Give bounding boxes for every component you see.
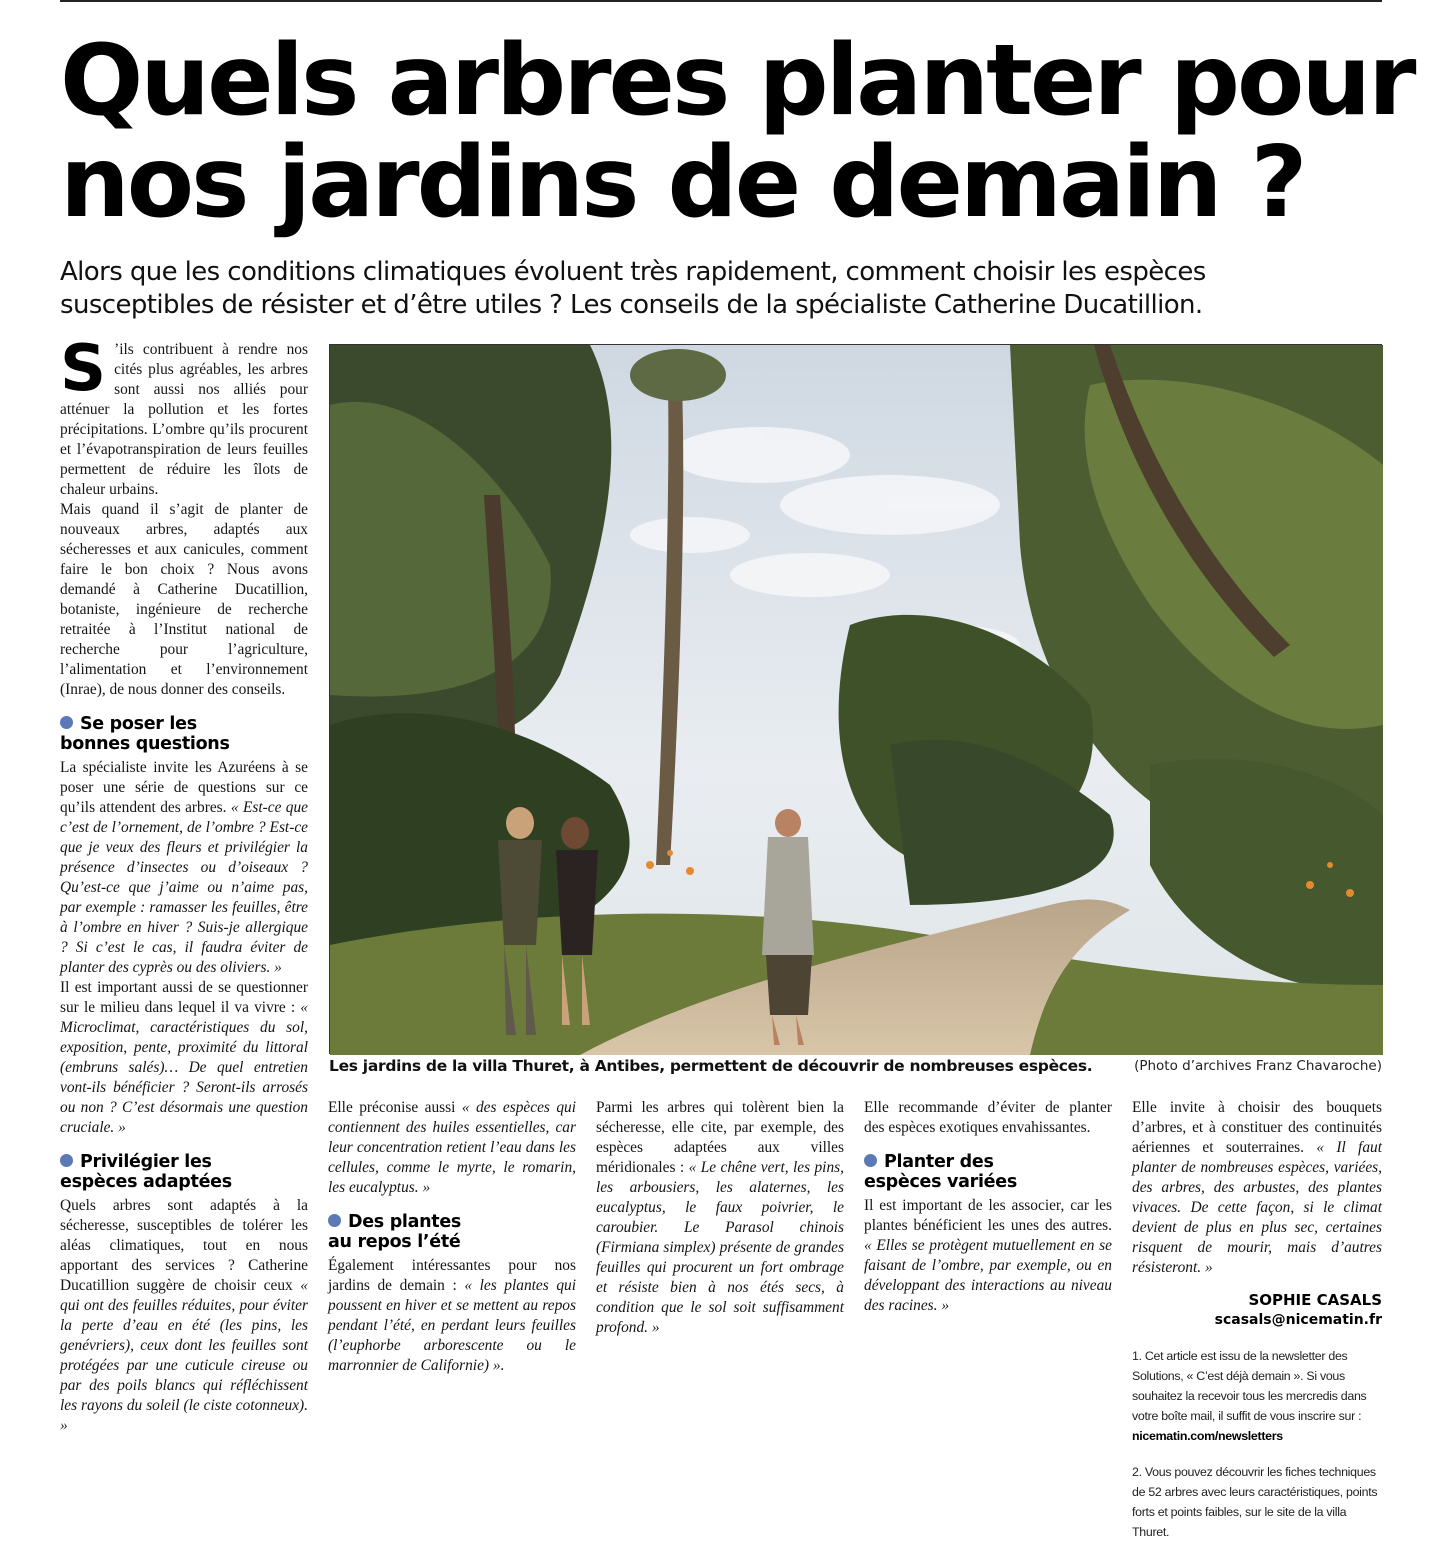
section4-paragraph-1: Il est important de les associer, car les plantes bénéficient les unes des autres. « Elles se protègent mutuellement en se faisant de l’ombre, par exemple, ou en développant des interactions au niveau des racines. » [864,1197,1112,1314]
photo-credit: (Photo d’archives Franz Chavaroche) [1134,1058,1382,1074]
section1-paragraph-1: La spécialiste invite les Azuréens à se poser une série de questions sur ce qu’ils attendent des arbres. « Est-ce que c’est de l’ornement, de l’ombre ? Est-ce que je veux des fleurs et privilégier la présence d’insectes ou d’oiseaux ? Qu’est-ce que j’aime ou n’aime pas, par exemple : ramasser les feuilles, être à l’ombre en hiver ? Suis-je allergique ? Si c’est le cas, il faudra éviter de planter des cyprès ou des oliviers. » [60,759,308,976]
bullet-icon [328,1214,341,1227]
footnote-1: 1. Cet article est issu de la newsletter des Solutions, « C’est déjà demain ». Si vous souhaitez la recevoir tous les mercredis dans votre boîte mail, il suffit de vous inscrire sur : nicematin.com/newsletters [1132,1349,1367,1443]
intro-paragraph-1: S ’ils contribuent à rendre nos cités plus agréables, les arbres sont aussi nos alliés pour atténuer la pollution et les fortes précipitations. L’ombre qu’ils procurent et l’évapotranspiration de leurs feuilles permettent de réduire les îlots de chaleur urbains. [60,332,308,498]
section3-paragraph-1: Également intéressantes pour nos jardins de demain : « les plantes qui poussent en hiver et se mettent au repos pendant l’été, en perdant leurs feuilles (l’euphorbe arborescente ou le marronnier de Californie) ». [328,1257,576,1374]
garden-illustration [330,345,1383,1055]
bullet-icon [60,716,73,729]
subhead-privilegier: Privilégier les espèces adaptées [60,1152,232,1192]
drop-cap: S [60,332,107,406]
headline-line-1: Quels arbres planter pour [60,24,1414,138]
garden-photo [329,344,1382,1054]
section1-paragraph-2: Il est important aussi de se questionner sur le milieu dans lequel il va vivre : « Microclimat, caractéristiques du sol, exposition, pente, proximité du littoral (embruns salés)… De quel entretien vont-ils bénéficier ? Seront-ils arrosés ou non ? C’est désormais une question cruciale. » [60,979,308,1136]
article-column-3 [596,1098,844,1448]
top-rule [60,0,1382,2]
subhead-des-plantes: Des plantes au repos l’été [328,1212,462,1252]
section2-paragraph-1: Quels arbres sont adaptés à la sécheresse, susceptibles de tolérer les aléas climatiques, tout en nous apportant des services ? Catherine Ducatillion suggère de choisir ceux « qui ont des feuilles réduites, pour éviter la perte d’eau en été (les pins, les genévriers), ceux dont les feuilles sont protégées par une cuticule cireuse ou par des poils blancs qui réfléchissent les rayons du soleil (le ciste cotonneux). » [60,1197,308,1434]
newsletter-link[interactable]: nicematin.com/newsletters [1132,1429,1283,1443]
standfirst [60,256,1390,322]
subhead-se-poser: Se poser les bonnes questions [60,714,230,754]
byline-author: SOPHIE CASALS [1248,1291,1382,1309]
article-column-4 [864,1098,1112,1448]
photo-caption: Les jardins de la villa Thuret, à Antibes, permettent de découvrir de nombreuses espèces. [329,1057,1093,1075]
article-column-2 [328,1098,576,1448]
standfirst-line-2: susceptibles de résister et d’être utiles ? Les conseils de la spécialiste Catherine Ducatillion. [60,290,1203,320]
bullet-icon [60,1154,73,1167]
byline-email[interactable]: scasals@nicematin.fr [1214,1312,1382,1328]
section3-paragraph-2: Parmi les arbres qui tolèrent bien la sécheresse, elle cite, par exemple, des espèces adaptées aux villes méridionales : « Le chêne vert, les pins, les arbousiers, les alaternes, les eucalyptus, le faux poivrier, le caroubier. Le Parasol chinois (Firmiana simplex) présente de grandes feuilles qui procurent un fort ombrage et résiste bien à nos étés secs, à condition que le sol soit suffisamment profond. » [596,1099,844,1336]
article-column-5 [1132,1098,1382,1539]
footnote-2: 2. Vous pouvez découvrir les fiches techniques de 52 arbres avec leurs caractéristiques, points forts et points faibles, sur le site de la villa Thuret. [1132,1465,1378,1539]
headline [60,24,1414,240]
headline-line-2: nos jardins de demain ? [60,126,1305,240]
bullet-icon [864,1154,877,1167]
section4-paragraph-2: Elle invite à choisir des bouquets d’arbres, et à constituer des continuités aériennes et souterraines. « Il faut planter de nombreuses espèces, variées, des arbres, des arbustes, des plantes vivaces. De cette façon, si le climat devient de plus en plus sec, certaines risquent de mourir, mais d’autres résisteront. » [1132,1099,1382,1276]
intro-paragraph-2: Mais quand il s’agit de planter de nouveaux arbres, adaptés aux sécheresses et aux canicules, comment faire le bon choix ? Nous avons demandé à Catherine Ducatillion, botaniste, ingénieure de recherche retraitée à l’Institut national de recherche pour l’agriculture, l’alimentation et l’environnement (Inrae), de nous donner des conseils. [60,501,308,698]
section2-paragraph-2: Elle préconise aussi « des espèces qui contiennent des huiles essentielles, car leur concentration retient l’eau dans les cellules, comme le myrte, le romarin, les eucalyptus. » [328,1099,577,1196]
article-column-1 [60,332,308,1450]
section3-paragraph-3: Elle recommande d’éviter de planter des espèces exotiques envahissantes. [864,1099,1112,1136]
subhead-planter: Planter des espèces variées [864,1152,1017,1192]
standfirst-line-1: Alors que les conditions climatiques évoluent très rapidement, comment choisir les espèces [60,257,1206,287]
